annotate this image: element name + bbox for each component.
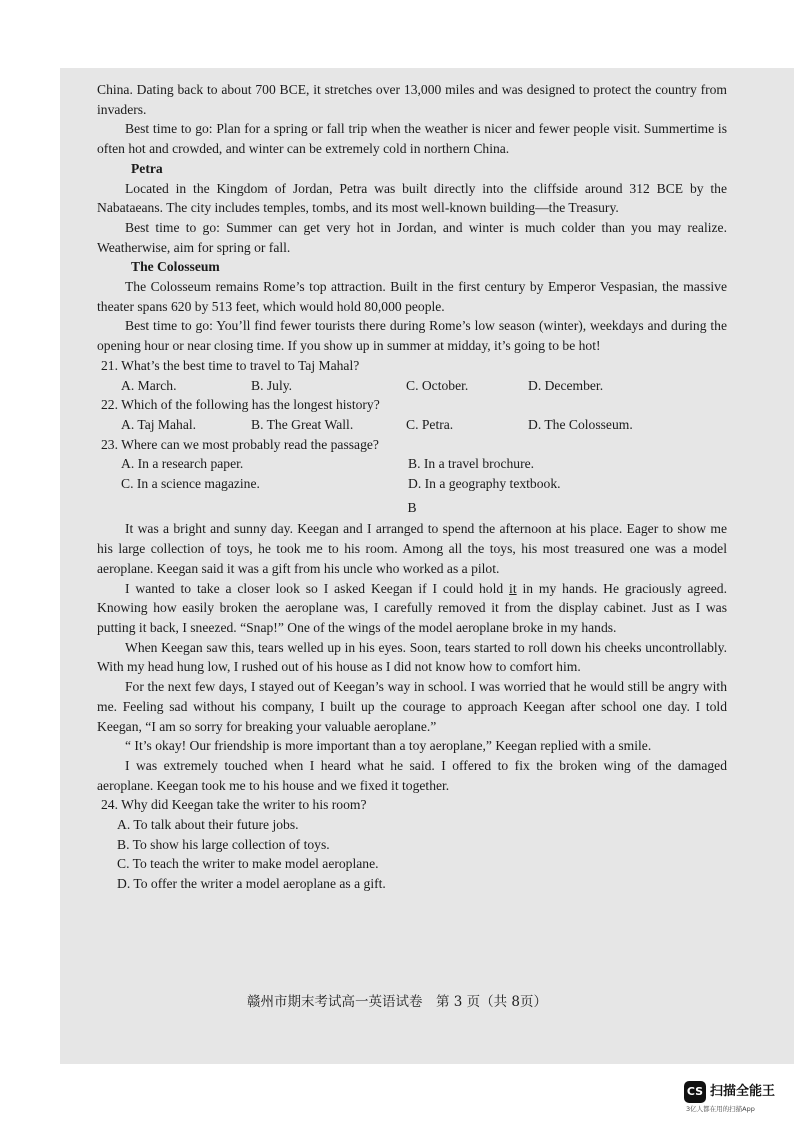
question-24-option-c: C. To teach the writer to make model aeroplane. [117,856,379,872]
question-21-option-b: B. July. [251,377,293,393]
question-21-option-d: D. December. [528,377,604,393]
page-footer: 赣州市期末考试高一英语试卷 第 3 页（共 8页） [246,994,548,1010]
camscanner-logo-icon: CS [684,1081,706,1103]
story-paragraph-2-end: in my hands. He graciously agreed. Knowing how easily broken the aeroplane was, I carefully removed it from the display cabinet. Just as I was putting it back, I sneezed. “Snap!” One of the wings of the model aeroplane broke in my hands. [97,580,728,635]
petra-paragraph: Located in the Kingdom of Jordan, Petra was built directly into the cliffside around 312 BCE by the Nabataeans. The city includes temples, tombs, and its most well-known building—the Treasury. [97,180,727,216]
scanner-tagline: 3亿人都在用的扫描App [686,1105,755,1113]
great-wall-paragraph: China. Dating back to about 700 BCE, it stretches over 13,000 miles and was designed to protect the country from invaders. [97,82,727,117]
question-24-option-b: B. To show his large collection of toys. [117,836,330,852]
question-23-option-b: B. In a travel brochure. [408,456,535,472]
colosseum-heading: The Colosseum [131,259,220,275]
question-23-options-row-2 [97,474,727,494]
question-22-option-c: C. Petra. [406,416,454,432]
scanner-app-name: 扫描全能王 [710,1084,776,1099]
question-24-stem: 24. Why did Keegan take the writer to his room? [101,797,367,813]
petra-heading: Petra [131,160,163,176]
question-23-option-d: D. In a geography textbook. [408,476,561,492]
question-22-options [97,415,727,435]
question-22-option-b: B. The Great Wall. [251,416,354,432]
story-paragraph-3: When Keegan saw this, tears welled up in his eyes. Soon, tears started to roll down his cheeks uncontrollably. With my head hung low, I rushed out of his house as I did not know how to comfort him. [97,639,727,675]
question-23-option-c: C. In a science magazine. [121,476,260,492]
petra-best-time: Best time to go: Summer can get very hot in Jordan, and winter is much colder than you may realize. Weatherwise, aim for spring or fall. [97,219,727,255]
question-21-options [97,376,727,396]
colosseum-best-time: Best time to go: You’ll find fewer tourists there during Rome’s low season (winter), weekdays and during the opening hour or near closing time. If you show up in summer at midday, it’s going to be hot! [97,318,727,354]
question-21-option-a: A. March. [121,377,177,393]
story-paragraph-1: It was a bright and sunny day. Keegan and I arranged to spend the afternoon at his place. Eager to show me his large collection of toys, he took me to his room. Among all the toys, his most treasured one was a model aeroplane. Keegan said it was a gift from his uncle who worked as a pilot. [97,521,727,576]
question-22-option-d: D. The Colosseum. [528,416,633,432]
section-b-label: B [407,499,417,515]
story-paragraph-2 [97,579,727,638]
story-paragraph-2-start: I wanted to take a closer look so I asked Keegan if I could hold [125,580,510,596]
question-21-option-c: C. October. [406,377,469,393]
question-23-options-row-1 [97,454,727,474]
question-22-option-a: A. Taj Mahal. [121,416,197,432]
colosseum-paragraph: The Colosseum remains Rome’s top attraction. Built in the first century by Emperor Vespasian, the massive theater spans 620 by 513 feet, which would hold 80,000 people. [97,279,727,314]
question-23-stem: 23. Where can we most probably read the passage? [101,436,379,452]
question-24-option-d: D. To offer the writer a model aeroplane as a gift. [117,876,386,892]
question-21-stem: 21. What’s the best time to travel to Taj Mahal? [101,357,360,373]
story-paragraph-5: “ It’s okay! Our friendship is more important than a toy aeroplane,” Keegan replied with a smile. [125,738,652,754]
scanner-watermark [684,1081,794,1121]
question-22-stem: 22. Which of the following has the longest history? [101,397,380,413]
story-paragraph-6: I was extremely touched when I heard what he said. I offered to fix the broken wing of the damaged aeroplane. Keegan took me to his house and we fixed it together. [97,757,727,793]
question-23-option-a: A. In a research paper. [121,456,244,472]
question-24-option-a: A. To talk about their future jobs. [117,817,299,833]
story-paragraph-4: For the next few days, I stayed out of Keegan’s way in school. I was worried that he would still be angry with me. Feeling sad without his company, I built up the courage to approach Keegan after school one day. I told Keegan, “I am so sorry for breaking your valuable aeroplane.” [97,679,727,734]
great-wall-best-time: Best time to go: Plan for a spring or fall trip when the weather is nicer and fewer people visit. Summertime is often hot and crowded, and winter can be extremely cold in northern China. [97,121,727,157]
exam-content [97,80,727,894]
underlined-word-it: it [509,580,517,596]
